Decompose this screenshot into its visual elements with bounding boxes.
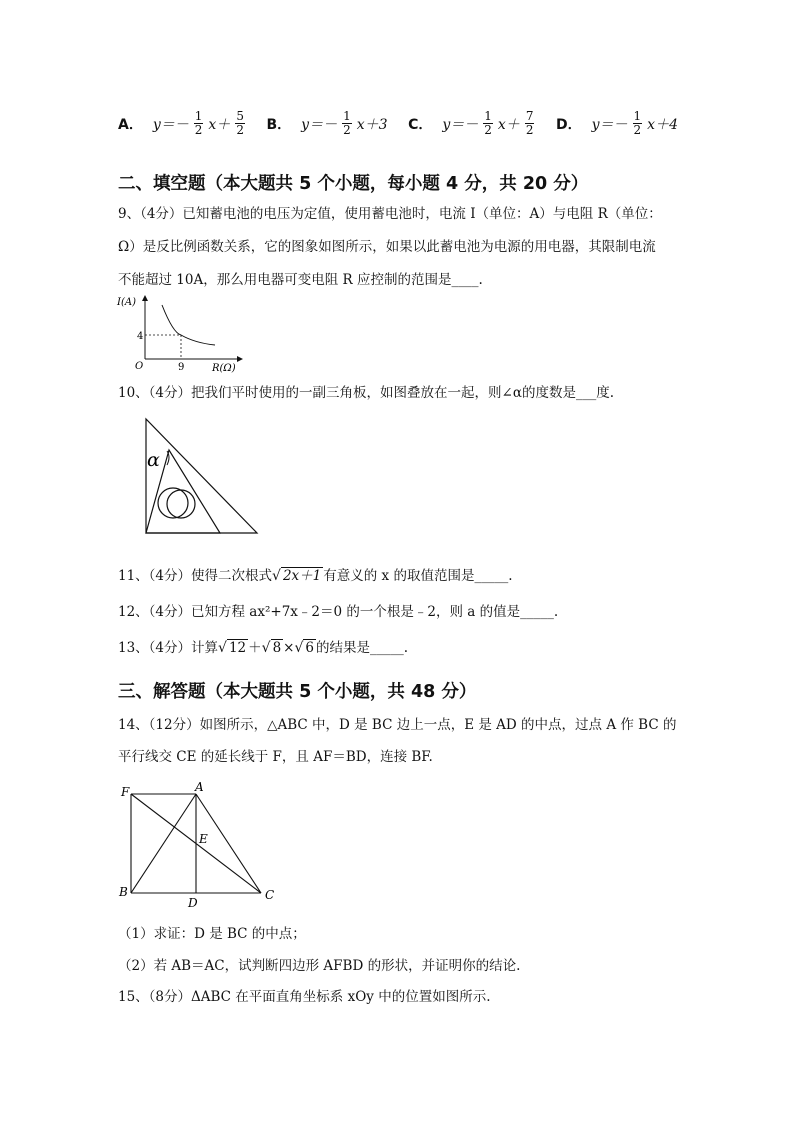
point-C: C [265,888,275,902]
q11-text: 11、（4分）使得二次根式√ 2x＋1 有意义的 x 的取值范围是_____. [118,568,513,584]
x-tick: 9 [178,362,185,373]
fraction: $\frac{7}{2}$ [525,109,534,137]
geometry-figure [115,780,285,910]
q13-text: 13、（4分）计算√ 12 ＋√ 8 ×√ 6 的结果是_____. [118,640,409,656]
q9-line2: Ω）是反比例函数关系，它的图象如图所示，如果以此蓄电池为电源的用电器，其限制电流 [118,239,656,255]
section-title: 三、解答题（本大题共 5 个小题，共 48 分） [118,682,477,702]
triangle-45 [146,419,257,533]
q9-line3: 不能超过 10A，那么用电器可变电阻 R 应控制的范围是____. [118,272,483,288]
fraction: $\frac{1}{2}$ [484,109,492,137]
point-F: F [121,785,130,799]
inverse-proportion-graph [115,293,250,373]
y-axis-arrow [142,295,148,301]
y-tick: 4 [137,331,144,342]
segment-AB [131,794,196,893]
q14-line1: 14、（12分）如图所示，△ABC 中，D 是 BC 边上一点，E 是 AD 的中点，过点 A 作 BC 的 [118,717,677,733]
fraction: $\frac{1}{2}$ [343,109,351,137]
q12-text: 12、（4分）已知方程 ax²+7x﹣2＝0 的一个根是﹣2，则 a 的值是_____. [118,604,559,620]
point-B: B [119,885,128,899]
origin-label: O [135,361,144,372]
q14-sub1: （1）求证：D 是 BC 的中点； [118,926,306,942]
fraction: $\frac{1}{2}$ [194,109,203,137]
q10-text: 10、（4分）把我们平时使用的一副三角板，如图叠放在一起，则∠α的度数是___度. [118,385,614,401]
q14-line2: 平行线交 CE 的延长线于 F，且 AF＝BD，连接 BF. [118,749,433,765]
point-A: A [195,780,204,794]
x-axis-arrow [237,356,243,362]
options-row [118,110,678,137]
option-d: D． y＝－ $\frac{1}{2}$ x＋4 [555,109,678,137]
section-title: 二、填空题（本大题共 5 个小题，每小题 4 分，共 20 分） [118,174,589,194]
option-c: C． y＝－ $\frac{1}{2}$ x＋ $\frac{7}{2}$ [408,109,534,137]
x-label: R(Ω) [212,363,236,373]
fraction: $\frac{5}{2}$ [236,109,244,137]
fraction: $\frac{1}{2}$ [633,109,642,137]
radicand: 2x＋1 [282,568,322,584]
option-b: B． y＝－ $\frac{1}{2}$ x＋3 [266,109,388,137]
curve [162,305,215,345]
point-D: D [188,896,198,910]
q9-line1: 9、（4分）已知蓄电池的电压为定值，使用蓄电池时，电流 I（单位：A）与电阻 R（单位： [118,206,662,222]
option-a: A． y＝－ $\frac{1}{2}$ x＋ $\frac{5}{2}$ [118,109,244,137]
q15-text: 15、（8分）ΔABC 在平面直角坐标系 xOy 中的位置如图所示. [118,989,491,1005]
y-label: I(A) [117,297,136,308]
alpha-label: α [147,449,160,471]
point-E: E [199,832,208,846]
triangle-ruler-figure [135,415,265,540]
ruler-hole-right [167,490,195,518]
q14-sub2: （2）若 AB＝AC，试判断四边形 AFBD 的形状，并证明你的结论. [118,958,521,974]
